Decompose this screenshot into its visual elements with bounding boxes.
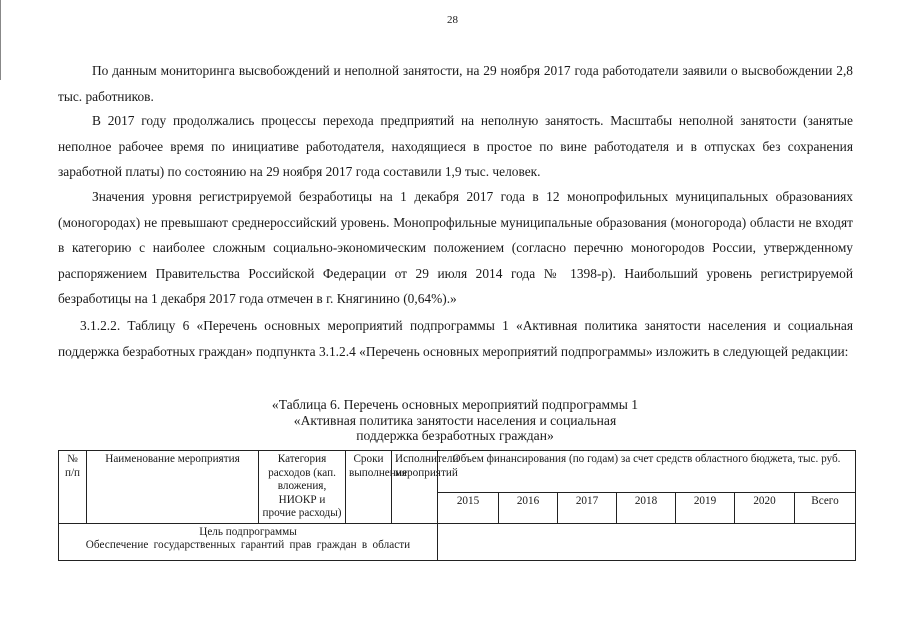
goal-empty-cell — [438, 523, 856, 560]
year-cell: 2020 — [735, 492, 795, 523]
table-header-row — [59, 451, 856, 493]
header-executors: Исполнители мероприятий — [392, 451, 438, 524]
goal-cell — [59, 523, 438, 560]
table-caption-line: «Таблица 6. Перечень основных мероприятий подпрограммы 1 — [271, 397, 639, 412]
scan-edge-mark — [0, 0, 3, 80]
year-cell: 2017 — [558, 492, 617, 523]
table-caption-line: «Активная политика занятости населения и социальная — [293, 412, 617, 428]
table-caption — [230, 397, 680, 444]
paragraph-amendment: 3.1.2.2. Таблицу 6 «Перечень основных мероприятий подпрограммы 1 «Активная политика занятости населения и социальная поддержка безработных граждан» подпункта 3.1.2.4 «Перечень основных мероприятий подпрограммы» изложить в следующей редакции: — [58, 318, 853, 359]
total-cell: Всего — [795, 492, 856, 523]
header-deadlines: Сроки выполнения — [346, 451, 392, 524]
header-expense-category: Категория расходов (кап. вложения, НИОКР и прочие расходы) — [259, 451, 346, 524]
table-caption-line: поддержка безработных граждан» — [356, 428, 554, 443]
paragraph-part-time: В 2017 году продолжались процессы перехода предприятий на неполную занятость. Масштабы неполной занятости (занятые неполное рабочее время по инициативе работодателя, находящиеся в простое по вине работодателя и в отпусках без сохранения заработной платы) по состоянию на 29 ноября 2017 года составили 1,9 тыс. человек. — [58, 113, 853, 179]
page-number: 28 — [447, 14, 458, 26]
header-financing: Объем финансирования (по годам) за счет средств областного бюджета, тыс. руб. — [438, 451, 856, 493]
goal-text: Обеспечение государственных гарантий прав граждан в области — [85, 539, 411, 551]
table-goal-row — [59, 523, 856, 560]
year-cell: 2016 — [499, 492, 558, 523]
activities-table — [58, 450, 856, 561]
paragraph-monotowns: Значения уровня регистрируемой безработицы на 1 декабря 2017 года в 12 монопрофильных муниципальных образованиях (моногородах) не превышают среднероссийский уровень. Монопрофильные муниципальные образования (моногорода) области не входят в категорию с наиболее сложным социально-экономическим положением (согласно перечню моногородов России, утвержденному распоряжением Правительства Российской Федерации от 29 июля 2014 года № 1398-р). Наибольший уровень регистрируемой безработицы на 1 декабря 2017 года отмечен в г. Княгинино (0,64%).» — [58, 189, 853, 306]
year-cell: 2015 — [438, 492, 499, 523]
header-number: № п/п — [59, 451, 87, 524]
goal-title: Цель подпрограммы — [199, 525, 297, 538]
year-cell: 2018 — [617, 492, 676, 523]
header-activity-name: Наименование мероприятия — [87, 451, 259, 524]
paragraph-monitoring: По данным мониторинга высвобождений и неполной занятости, на 29 ноября 2017 года работодатели заявили о высвобождении 2,8 тыс. работников. — [58, 63, 853, 104]
year-cell: 2019 — [676, 492, 735, 523]
